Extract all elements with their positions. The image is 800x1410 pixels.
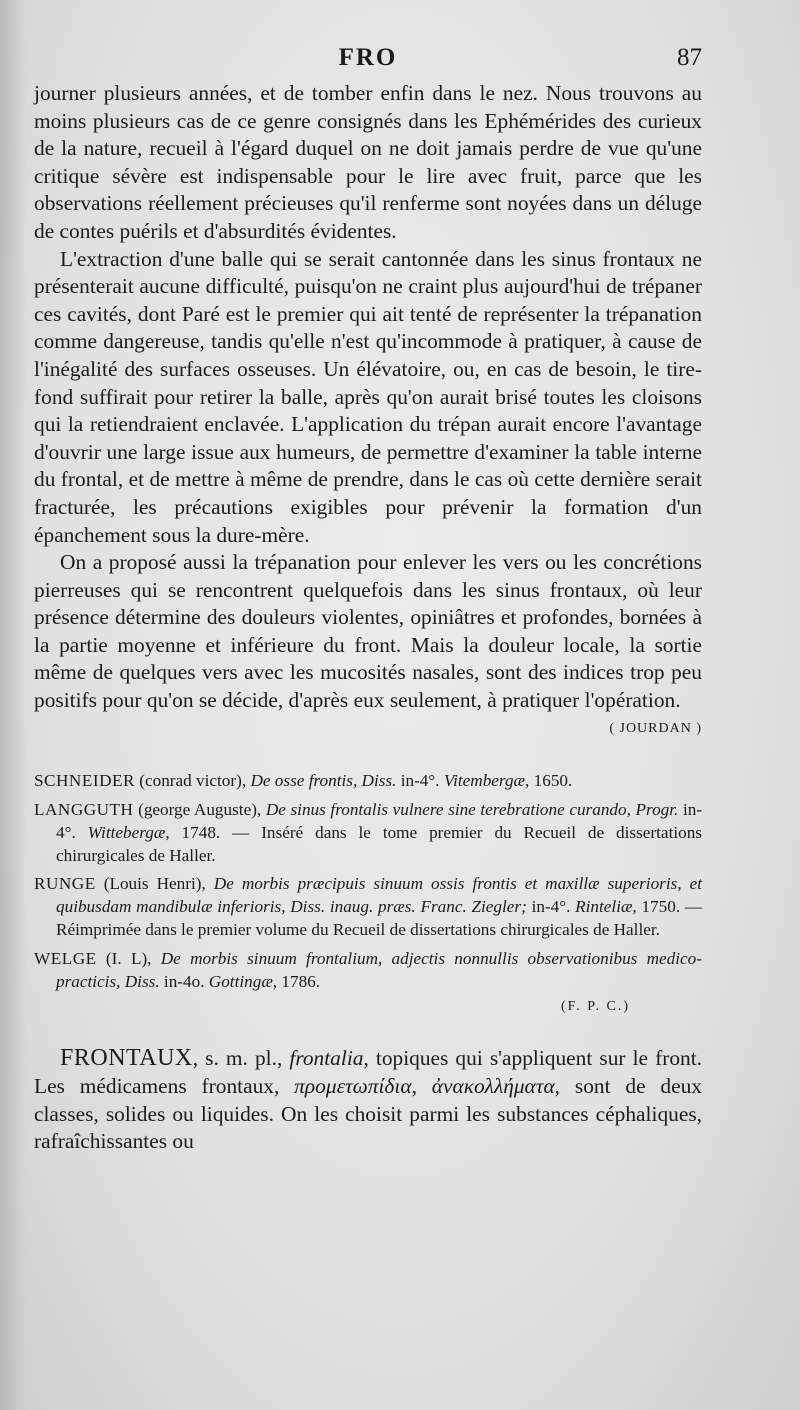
reference-given-name: (I. L),: [105, 948, 152, 968]
entry-grammar: , s. m. pl.,: [192, 1046, 290, 1071]
reference-item: [34, 873, 702, 941]
reference-type: Diss.: [124, 971, 160, 991]
reference-format: in-4°.: [56, 800, 703, 842]
reference-place: Vitembergæ,: [443, 771, 530, 791]
reference-title: De morbis sinuum frontalium, adjectis nonnullis observationibus medico-practicis,: [56, 948, 702, 991]
entry-text-2: ,: [411, 1074, 432, 1099]
reference-type: Diss.: [361, 771, 397, 791]
reference-given-name: (george Auguste),: [138, 800, 262, 820]
paragraph-3: On a proposé aussi la trépanation pour enlever les vers ou les concrétions pierreuses qui se rencontrent quelquefois dans les sinus frontaux, où leur présence détermine des douleurs violentes, opiniâtres et profondes, bornées à la partie moyenne et inférieure du front. Mais la douleur locale, la sortie même de quelques vers avec les mucosités nasales, sont des indices trop peu positifs pour qu'on se décide, d'après eux seulement, à pratiquer l'opération.: [34, 550, 702, 713]
reference-item: [34, 799, 702, 867]
entry-latin-term: frontalia: [289, 1046, 364, 1071]
page-header: [34, 44, 702, 78]
reference-year: 1748. — Inséré dans le tome premier du Recueil de dissertations chirurgicales de Haller.: [56, 822, 702, 865]
page-body: [34, 80, 702, 1156]
reference-type: Progr.: [635, 800, 679, 820]
paragraph-2: L'extraction d'une balle qui se serait cantonnée dans les sinus frontaux ne présenterait aucune difficulté, puisqu'on ne craint plus aujourd'hui de trépaner ces cavités, dont Paré est le premier qui ait tenté de représenter la trépanation comme dangereuse, tandis qu'elle n'est qu'incommode à pratiquer, à cause de l'inégalité des surfaces osseuses. Un élévatoire, ou, en cas de besoin, le tire-fond suffirait pour retirer la balle, après qu'on aurait brisé toutes les cloisons qui la retiendraient enclavée. L'application du trépan aurait encore l'avantage d'ouvrir une large issue aux humeurs, de permettre d'examiner la table interne du frontal, et de mettre à même de prendre, dans le cas où cette dernière serait fracturée, les précautions exigibles pour prévenir la formation d'un épanchement sous la dure-mère.: [34, 246, 702, 547]
reference-item: [34, 948, 702, 994]
reference-item: [34, 770, 702, 793]
reference-title: De morbis præcipuis sinuum ossis frontis et maxillæ superioris, et quibusdam mandibulæ inferioris, Diss. inaug. præs. Franc. Ziegler;: [56, 874, 703, 917]
page-gutter-shadow: [0, 0, 26, 1410]
reference-format: in-4°.: [396, 771, 440, 791]
reference-year: 1650.: [533, 771, 573, 791]
reference-author: SCHNEIDER: [34, 771, 135, 791]
bibliography-signature: (F. P. C.): [560, 999, 630, 1015]
reference-title: De osse frontis,: [250, 771, 358, 791]
entry-head-word: FRONTAUX: [60, 1045, 193, 1072]
entry-text-3: , sont de deux classes, solides ou liquides. On les choisit parmi les substances céphaliques, rafraîchissantes ou: [34, 1074, 702, 1154]
reference-format: in-4°.: [531, 897, 571, 917]
entry-greek-term-1: προμετωπίδια: [294, 1074, 412, 1099]
running-head: FRO: [338, 44, 398, 71]
reference-place: Wittebergæ,: [87, 822, 170, 842]
reference-year: 1786.: [281, 971, 321, 991]
bibliography: [34, 770, 702, 1015]
reference-author: LANGGUTH: [34, 800, 134, 820]
reference-place: Gottingæ,: [208, 971, 278, 991]
entry-greek-term-2: ἀνακολλήματα: [431, 1074, 555, 1099]
reference-place: Rinteliæ,: [575, 897, 637, 917]
reference-title: De sinus frontalis vulnere sine terebratione curando,: [265, 800, 631, 820]
reference-format: in-4o.: [159, 971, 205, 991]
entry-text-1: , topiques qui s'appliquent sur le front. Les médicamens frontaux,: [34, 1046, 703, 1099]
reference-year: 1750. — Réimprimée dans le premier volume du Recueil de dissertations chirurgicales de Haller.: [56, 897, 703, 940]
paragraph-1: journer plusieurs années, et de tomber enfin dans le nez. Nous trouvons au moins plusieurs cas de ce genre consignés dans les Ephémérides des curieux de la nature, recueil à l'égard duquel on ne doit jamais perdre de vue qu'une critique sévère est indispensable pour le lire avec fruit, parce que les observations réellement précieuses qu'il renferme sont noyées dans un déluge de contes puérils et d'absurdités évidentes.: [34, 81, 702, 243]
entry-paragraph: [34, 1045, 702, 1155]
page-number: 87: [677, 44, 702, 71]
reference-author: WELGE: [34, 948, 97, 968]
author-signature: ( JOURDAN ): [609, 720, 702, 736]
reference-author: RUNGE: [34, 874, 96, 894]
reference-given-name: (conrad victor),: [139, 771, 247, 791]
dictionary-entry: [34, 1045, 702, 1155]
reference-given-name: (Louis Henri),: [103, 874, 206, 894]
